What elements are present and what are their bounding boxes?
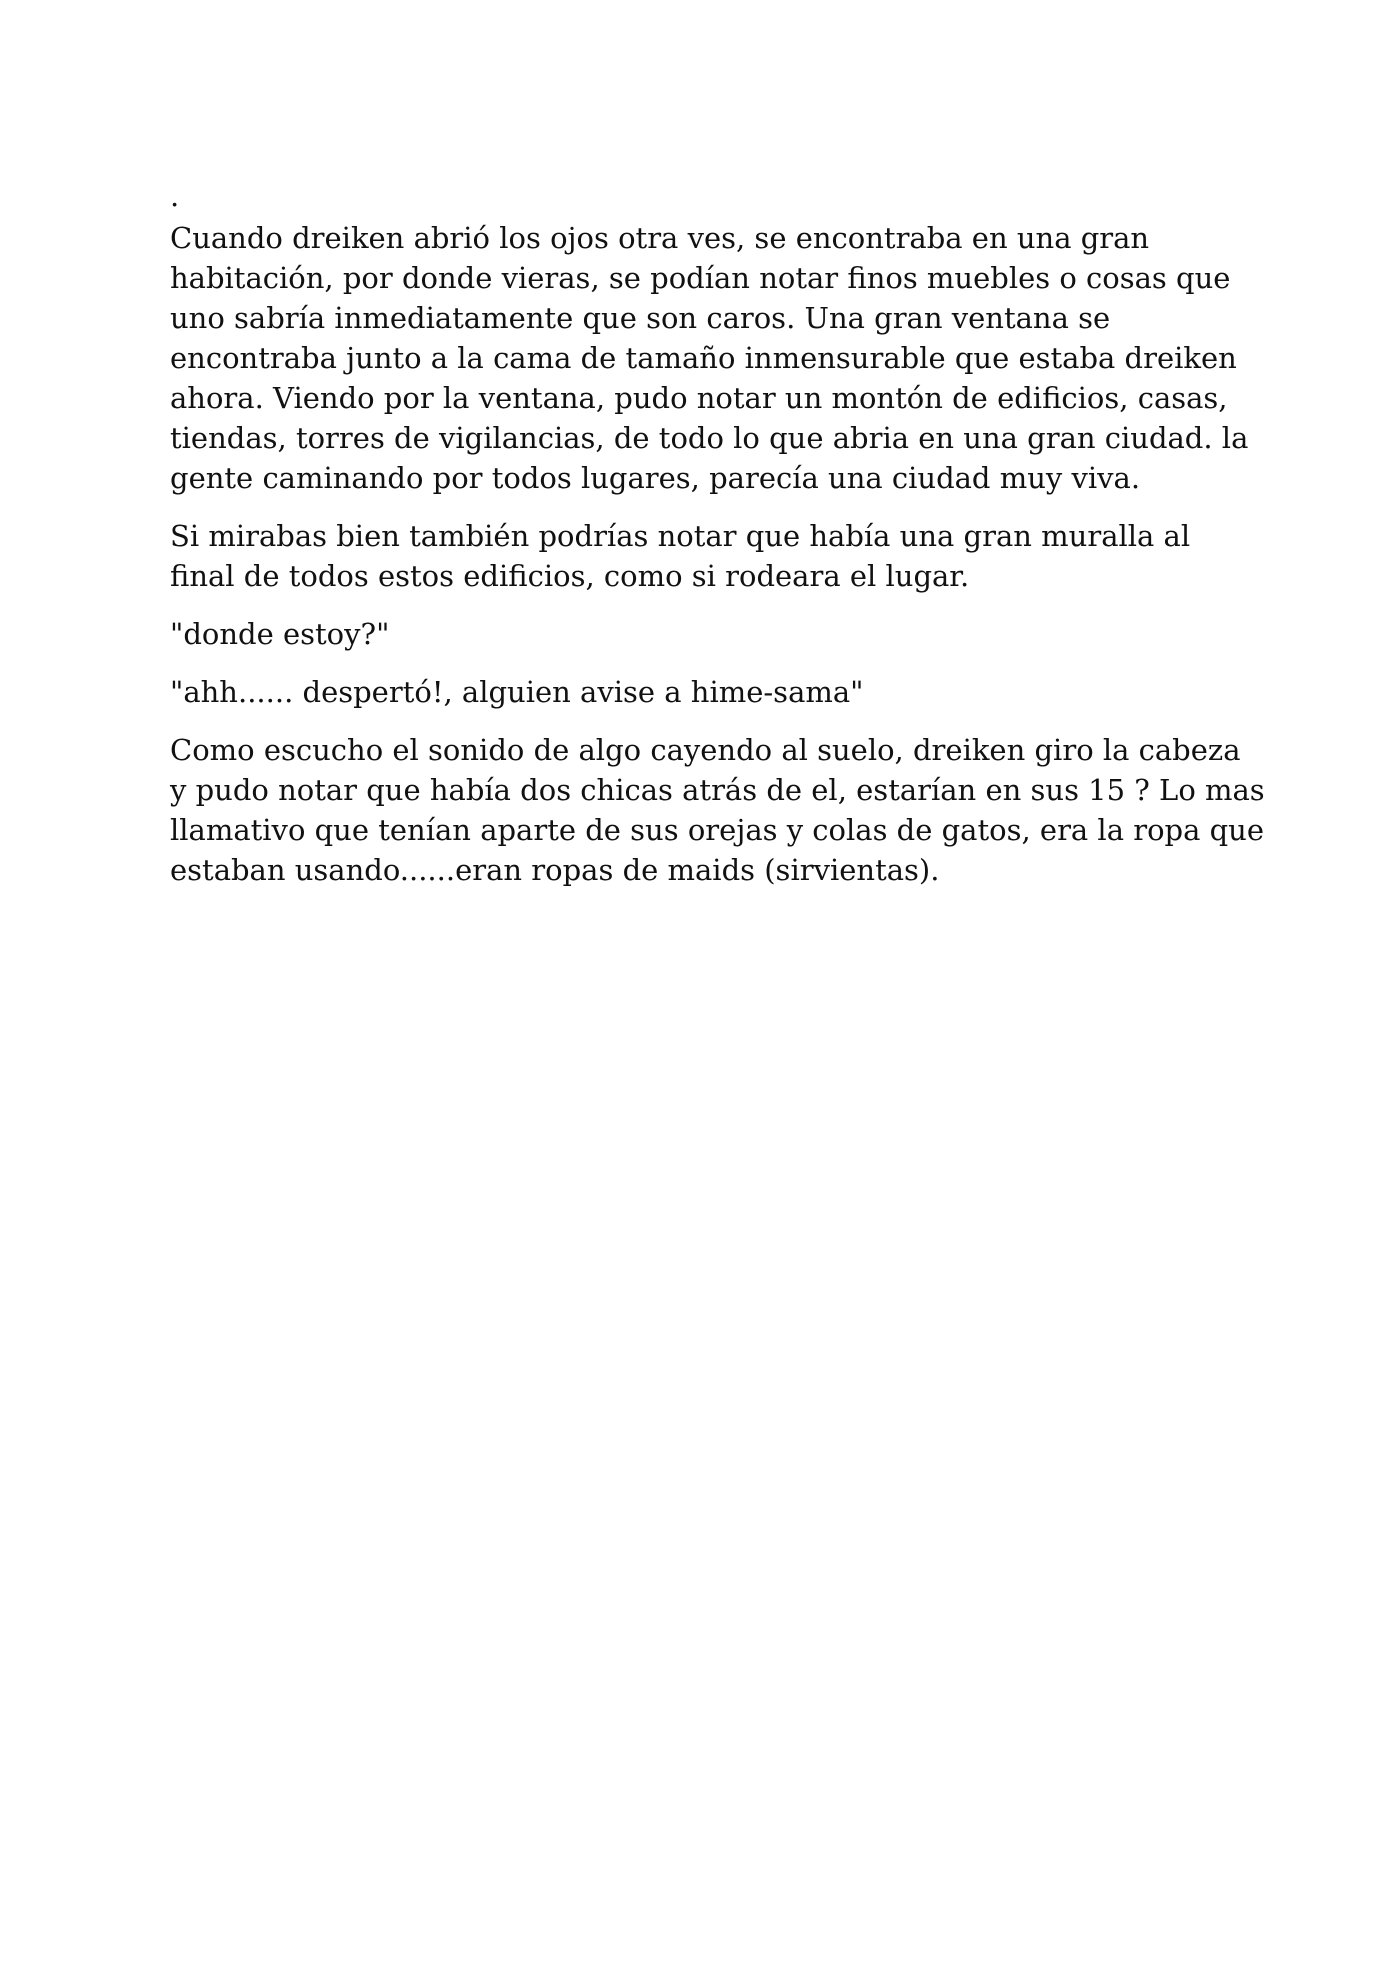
dialogue-line: "ahh...... despertó!, alguien avise a hime-sama" (170, 675, 864, 709)
paragraph-line: ahora. Viendo por la ventana, pudo notar un montón de edificios, casas, (170, 381, 1228, 415)
paragraph-line: tiendas, torres de vigilancias, de todo lo que abria en una gran ciudad. la (170, 421, 1249, 455)
paragraph-line: estaban usando......eran ropas de maids (sirvientas). (170, 853, 940, 887)
paragraph-line: llamativo que tenían aparte de sus orejas y colas de gatos, era la ropa que (170, 813, 1265, 847)
dialogue-line: "donde estoy?" (170, 617, 390, 651)
paragraph-line: Como escucho el sonido de algo cayendo al suelo, dreiken giro la cabeza (170, 733, 1241, 767)
paragraph-line: Cuando dreiken abrió los ojos otra ves, se encontraba en una gran (170, 221, 1150, 255)
dialogue-paragraph (170, 672, 1260, 712)
paragraph-line: habitación, por donde vieras, se podían notar finos muebles o cosas que (170, 261, 1231, 295)
document-body (170, 176, 1265, 908)
dialogue-paragraph (170, 614, 1260, 654)
paragraph (170, 218, 1260, 498)
paragraph-line: y pudo notar que había dos chicas atrás de el, estarían en sus 15 ? Lo mas (170, 773, 1265, 807)
dot-marker: . (170, 179, 180, 213)
paragraph (170, 730, 1265, 890)
paragraph-line: Si mirabas bien también podrías notar que había una gran muralla al (170, 519, 1191, 553)
paragraph (170, 516, 1260, 596)
paragraph-line: final de todos estos edificios, como si rodeara el lugar. (170, 559, 970, 593)
paragraph-line: gente caminando por todos lugares, parecía una ciudad muy viva. (170, 461, 1141, 495)
paragraph-line: uno sabría inmediatamente que son caros. Una gran ventana se (170, 301, 1111, 335)
paragraph-line: encontraba junto a la cama de tamaño inmensurable que estaba dreiken (170, 341, 1237, 375)
